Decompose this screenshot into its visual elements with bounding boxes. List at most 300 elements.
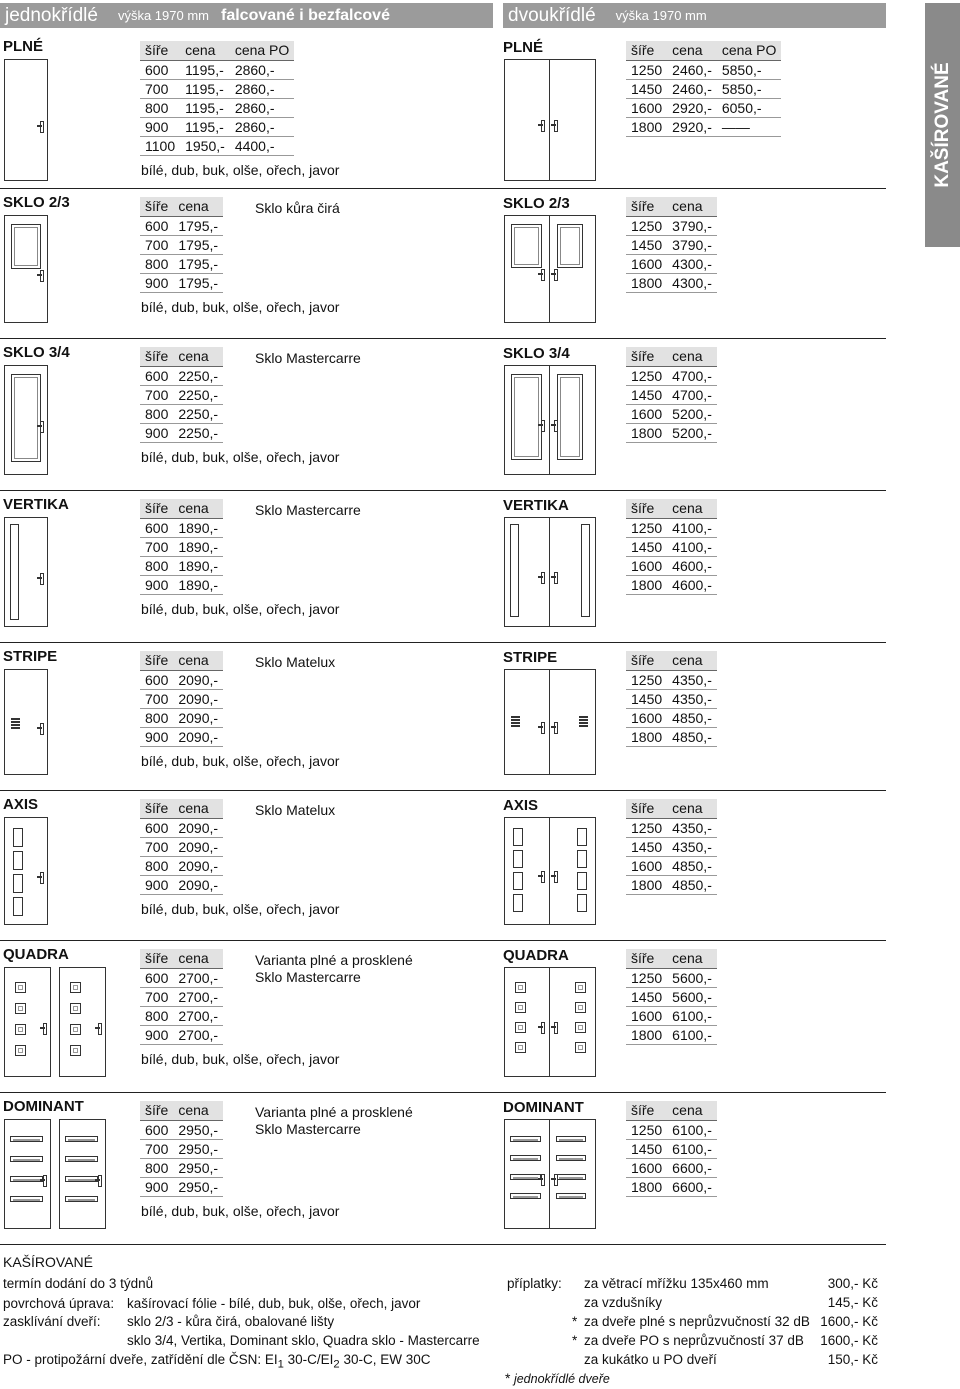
table-cell: 2920,- bbox=[667, 98, 717, 117]
surcharge-text: za vzdušníky bbox=[584, 1295, 663, 1310]
table-header-cell: cena bbox=[667, 651, 717, 670]
table-header-cell: šíře bbox=[626, 799, 667, 818]
single-price-table bbox=[140, 499, 223, 595]
glass-stripe bbox=[579, 716, 588, 718]
table-cell: 1600 bbox=[626, 856, 667, 875]
table-row bbox=[626, 79, 781, 98]
footer-title: KAŠÍROVANÉ bbox=[3, 1254, 93, 1270]
surface-label: povrchová úprava: bbox=[3, 1296, 115, 1311]
table-cell: 1250 bbox=[626, 968, 667, 987]
table-row bbox=[140, 1177, 223, 1196]
table-header-cell: šíře bbox=[140, 499, 173, 518]
door-handle bbox=[541, 120, 545, 132]
door-handle bbox=[541, 1174, 545, 1186]
glass-note bbox=[255, 1104, 413, 1138]
table-row bbox=[140, 875, 223, 894]
table-row bbox=[626, 1025, 717, 1044]
table-row bbox=[626, 117, 781, 136]
table-row bbox=[140, 273, 223, 292]
door-handle bbox=[40, 573, 44, 585]
table-cell: 4350,- bbox=[667, 670, 717, 689]
table-cell: 4300,- bbox=[667, 254, 717, 273]
single-price-table bbox=[140, 1101, 223, 1197]
table-header-row bbox=[626, 949, 717, 968]
glass-pane bbox=[511, 374, 542, 460]
table-header-cell: šíře bbox=[626, 347, 667, 366]
table-cell: 1450 bbox=[626, 537, 667, 556]
table-row bbox=[626, 98, 781, 117]
table-cell: 4850,- bbox=[667, 708, 717, 727]
table-cell: 2700,- bbox=[173, 1006, 223, 1025]
table-cell: 1800 bbox=[626, 575, 667, 594]
single-door-drawing bbox=[4, 817, 48, 925]
table-cell: 2090,- bbox=[173, 818, 223, 837]
table-cell: —— bbox=[717, 117, 781, 136]
table-cell: 2860,- bbox=[230, 117, 294, 136]
table-header-cell: šíře bbox=[140, 197, 173, 216]
table-cell: 600 bbox=[140, 518, 173, 537]
glass-stripe bbox=[511, 725, 520, 727]
table-header-cell: cena bbox=[667, 499, 717, 518]
fire-rating-b: 30-C/EI bbox=[283, 1352, 334, 1367]
table-cell: 2090,- bbox=[173, 689, 223, 708]
table-row bbox=[626, 818, 717, 837]
table-cell: 800 bbox=[140, 556, 173, 575]
glass-rect bbox=[577, 894, 587, 912]
double-door-drawing bbox=[504, 365, 596, 475]
table-row bbox=[140, 856, 223, 875]
single-door-label: SKLO 2/3 bbox=[3, 194, 70, 211]
table-cell: 600 bbox=[140, 60, 180, 79]
table-cell: 2460,- bbox=[667, 79, 717, 98]
single-door-label: SKLO 3/4 bbox=[3, 344, 70, 361]
table-cell: 700 bbox=[140, 385, 173, 404]
fire-rating-a: PO - protipožární dveře, zatřídění dle ČSN: EI bbox=[3, 1352, 278, 1367]
glass-square bbox=[15, 982, 26, 993]
table-row bbox=[140, 1139, 223, 1158]
table-cell: 700 bbox=[140, 537, 173, 556]
table-row bbox=[140, 837, 223, 856]
table-header-row bbox=[140, 651, 223, 670]
glass-note bbox=[255, 654, 335, 671]
table-cell: 2090,- bbox=[173, 875, 223, 894]
table-row bbox=[140, 1025, 223, 1044]
table-row bbox=[626, 60, 781, 79]
section-dominant bbox=[0, 1092, 886, 1244]
table-cell: 6100,- bbox=[667, 1139, 717, 1158]
section-vertika bbox=[0, 490, 886, 642]
table-cell: 800 bbox=[140, 404, 173, 423]
glass-band bbox=[65, 1176, 98, 1182]
glass-square bbox=[575, 1022, 586, 1033]
table-cell: 800 bbox=[140, 1006, 173, 1025]
glass-square bbox=[70, 1024, 81, 1035]
table-cell: 2090,- bbox=[173, 670, 223, 689]
double-door-label: SKLO 3/4 bbox=[503, 345, 570, 362]
table-header-cell: šíře bbox=[626, 197, 667, 216]
table-row bbox=[626, 273, 717, 292]
glass-note bbox=[255, 952, 413, 986]
glass-band bbox=[10, 1176, 43, 1182]
double-door-label: PLNÉ bbox=[503, 39, 544, 56]
table-cell: 2950,- bbox=[173, 1177, 223, 1196]
table-cell: 1450 bbox=[626, 987, 667, 1006]
table-cell: 6100,- bbox=[667, 1120, 717, 1139]
table-cell: 1800 bbox=[626, 727, 667, 746]
table-header-cell: cena bbox=[667, 949, 717, 968]
table-cell: 1600 bbox=[626, 98, 667, 117]
door-handle bbox=[98, 1175, 102, 1187]
table-cell: 1950,- bbox=[180, 136, 230, 155]
surcharge-price: 1600,- Kč bbox=[820, 1314, 878, 1329]
glass-bar bbox=[510, 524, 519, 617]
table-cell: 1250 bbox=[626, 366, 667, 385]
table-cell: 700 bbox=[140, 837, 173, 856]
table-cell: 2860,- bbox=[230, 98, 294, 117]
glazing-label: zasklívání dveří: bbox=[3, 1314, 101, 1329]
table-row bbox=[140, 136, 294, 155]
table-header-cell: šíře bbox=[140, 799, 173, 818]
single-door-label: DOMINANT bbox=[3, 1098, 84, 1115]
table-cell: 1100 bbox=[140, 136, 180, 155]
table-cell: 1800 bbox=[626, 875, 667, 894]
double-price-table bbox=[626, 41, 781, 137]
surcharge-price: 150,- Kč bbox=[827, 1352, 878, 1367]
double-door-drawing bbox=[504, 215, 596, 323]
glass-square bbox=[515, 1042, 526, 1053]
table-cell: 5850,- bbox=[717, 79, 781, 98]
glass-band bbox=[510, 1155, 541, 1161]
double-price-table bbox=[626, 197, 717, 293]
table-row bbox=[626, 708, 717, 727]
table-cell: 800 bbox=[140, 98, 180, 117]
surcharge-price: 1600,- Kč bbox=[820, 1333, 878, 1348]
table-header-row bbox=[626, 1101, 717, 1120]
glass-band bbox=[556, 1155, 586, 1161]
material-list: bílé, dub, buk, olše, ořech, javor bbox=[141, 753, 340, 769]
table-cell: 800 bbox=[140, 856, 173, 875]
side-tab-label: KAŠÍROVANÉ bbox=[931, 62, 953, 188]
surcharge-price: 300,- Kč bbox=[827, 1276, 878, 1291]
table-cell: 6600,- bbox=[667, 1158, 717, 1177]
table-row bbox=[140, 818, 223, 837]
glass-square bbox=[575, 1002, 586, 1013]
table-cell: 4850,- bbox=[667, 856, 717, 875]
table-header-cell: cena PO bbox=[230, 41, 294, 60]
table-row bbox=[140, 366, 223, 385]
table-row bbox=[140, 60, 294, 79]
table-header-cell: cena bbox=[667, 799, 717, 818]
glass-square bbox=[575, 982, 586, 993]
double-price-table bbox=[626, 347, 717, 443]
glass-square bbox=[515, 1022, 526, 1033]
glass-pane bbox=[11, 374, 41, 462]
glass-square bbox=[70, 1045, 81, 1056]
table-header-cell: cena bbox=[173, 197, 223, 216]
table-cell: 2700,- bbox=[173, 987, 223, 1006]
table-row bbox=[626, 689, 717, 708]
table-row bbox=[626, 366, 717, 385]
table-header-cell: cena bbox=[173, 799, 223, 818]
glass-note-line: Varianta plné a prosklené bbox=[255, 1104, 413, 1120]
section-plain bbox=[0, 3, 886, 179]
table-header-cell: šíře bbox=[626, 949, 667, 968]
table-cell: 2090,- bbox=[173, 727, 223, 746]
table-cell: 1450 bbox=[626, 837, 667, 856]
glass-band bbox=[510, 1136, 541, 1142]
glass-rect bbox=[13, 874, 23, 893]
table-cell: 1195,- bbox=[180, 79, 230, 98]
fire-rating bbox=[3, 1352, 430, 1371]
table-cell: 4850,- bbox=[667, 875, 717, 894]
table-header-cell: cena bbox=[173, 499, 223, 518]
table-row bbox=[140, 385, 223, 404]
table-row bbox=[140, 537, 223, 556]
table-cell: 2250,- bbox=[173, 423, 223, 442]
table-row bbox=[626, 1006, 717, 1025]
table-cell: 1195,- bbox=[180, 60, 230, 79]
table-cell: 900 bbox=[140, 273, 173, 292]
door-leaf-right bbox=[551, 968, 595, 1076]
table-row bbox=[140, 575, 223, 594]
table-cell: 600 bbox=[140, 1120, 173, 1139]
table-header-cell: cena PO bbox=[717, 41, 781, 60]
double-door-drawing bbox=[504, 967, 596, 1077]
glass-square bbox=[15, 1045, 26, 1056]
section-stripe bbox=[0, 642, 886, 790]
glass-band bbox=[556, 1174, 586, 1180]
double-price-table bbox=[626, 799, 717, 895]
glass-band bbox=[65, 1156, 98, 1162]
table-header-cell: cena bbox=[667, 197, 717, 216]
single-door-drawing-alt bbox=[59, 967, 106, 1077]
door-handle bbox=[40, 872, 44, 884]
table-cell: 2090,- bbox=[173, 708, 223, 727]
table-header-row bbox=[140, 1101, 223, 1120]
door-leaf-left bbox=[505, 366, 550, 474]
fire-rating-c: 30-C, EW 30C bbox=[339, 1352, 431, 1367]
double-price-table bbox=[626, 1101, 717, 1197]
door-handle bbox=[541, 420, 545, 432]
table-row bbox=[626, 537, 717, 556]
door-leaf-left bbox=[505, 1120, 550, 1228]
double-door-label: STRIPE bbox=[503, 649, 558, 666]
table-cell: 700 bbox=[140, 987, 173, 1006]
material-list: bílé, dub, buk, olše, ořech, javor bbox=[141, 901, 340, 917]
surcharge-star: * bbox=[572, 1333, 578, 1348]
table-cell: 1600 bbox=[626, 254, 667, 273]
table-cell: 6050,- bbox=[717, 98, 781, 117]
glass-note bbox=[255, 200, 340, 217]
table-cell: 5600,- bbox=[667, 987, 717, 1006]
glass-rect bbox=[13, 828, 23, 847]
glass-stripe bbox=[511, 716, 520, 718]
table-header-row bbox=[626, 651, 717, 670]
table-cell: 800 bbox=[140, 254, 173, 273]
table-cell: 2250,- bbox=[173, 385, 223, 404]
surcharge-star: * bbox=[572, 1314, 578, 1329]
table-cell: 2950,- bbox=[173, 1120, 223, 1139]
table-cell: 1250 bbox=[626, 670, 667, 689]
single-door-label: PLNÉ bbox=[3, 38, 44, 55]
door-handle bbox=[40, 270, 44, 282]
single-door-fold: falcované i bezfalcové bbox=[221, 6, 390, 24]
table-header-cell: šíře bbox=[626, 41, 667, 60]
single-price-table bbox=[140, 799, 223, 895]
table-header-row bbox=[140, 799, 223, 818]
table-cell: 4400,- bbox=[230, 136, 294, 155]
table-cell: 800 bbox=[140, 708, 173, 727]
table-row bbox=[140, 235, 223, 254]
glazing-line-2: sklo 3/4, Vertika, Dominant sklo, Quadra sklo - Mastercarre bbox=[127, 1333, 480, 1348]
glass-stripe bbox=[11, 721, 20, 723]
table-cell: 1600 bbox=[626, 1006, 667, 1025]
table-cell: 1195,- bbox=[180, 98, 230, 117]
section-quadra bbox=[0, 940, 886, 1092]
table-row bbox=[140, 1120, 223, 1139]
table-cell: 900 bbox=[140, 1025, 173, 1044]
double-price-table bbox=[626, 499, 717, 595]
table-header-cell: cena bbox=[173, 651, 223, 670]
table-cell: 4100,- bbox=[667, 537, 717, 556]
table-row bbox=[140, 708, 223, 727]
table-row bbox=[626, 968, 717, 987]
table-cell: 1890,- bbox=[173, 556, 223, 575]
material-list: bílé, dub, buk, olše, ořech, javor bbox=[141, 162, 340, 178]
table-cell: 600 bbox=[140, 670, 173, 689]
table-cell: 1890,- bbox=[173, 537, 223, 556]
door-leaf-right bbox=[551, 60, 595, 180]
glazing-line-1: sklo 2/3 - kůra čirá, obalované lišty bbox=[127, 1314, 335, 1329]
surcharge-text: za kukátko u PO dveří bbox=[584, 1352, 717, 1367]
glass-square bbox=[15, 1024, 26, 1035]
glass-rect bbox=[13, 851, 23, 870]
double-door-label: VERTIKA bbox=[503, 497, 569, 514]
table-header-cell: šíře bbox=[140, 1101, 173, 1120]
glass-rect bbox=[513, 894, 523, 912]
table-row bbox=[626, 556, 717, 575]
glass-pane bbox=[11, 224, 41, 269]
table-cell: 1795,- bbox=[173, 235, 223, 254]
table-header-cell: cena bbox=[173, 1101, 223, 1120]
glass-band bbox=[65, 1196, 98, 1202]
table-cell: 2920,- bbox=[667, 117, 717, 136]
table-cell: 1250 bbox=[626, 1120, 667, 1139]
glass-rect bbox=[577, 828, 587, 846]
door-leaf-left bbox=[505, 216, 550, 322]
table-row bbox=[140, 518, 223, 537]
table-cell: 600 bbox=[140, 216, 173, 235]
double-door-drawing bbox=[504, 1119, 596, 1229]
table-header-cell: cena bbox=[667, 1101, 717, 1120]
single-door-drawing bbox=[4, 967, 51, 1077]
glass-rect bbox=[513, 872, 523, 890]
table-header-row bbox=[626, 799, 717, 818]
single-door-drawing bbox=[4, 365, 48, 475]
table-header-cell: cena bbox=[667, 347, 717, 366]
door-handle bbox=[541, 269, 545, 281]
table-cell: 1250 bbox=[626, 518, 667, 537]
table-cell: 1890,- bbox=[173, 518, 223, 537]
table-header-cell: cena bbox=[173, 347, 223, 366]
glass-stripe bbox=[579, 725, 588, 727]
table-cell: 4350,- bbox=[667, 689, 717, 708]
table-cell: 1250 bbox=[626, 60, 667, 79]
table-row bbox=[626, 856, 717, 875]
table-cell: 600 bbox=[140, 968, 173, 987]
single-price-table bbox=[140, 949, 223, 1045]
table-cell: 1600 bbox=[626, 404, 667, 423]
section-sklo23 bbox=[0, 188, 886, 338]
table-header-row bbox=[140, 41, 294, 60]
glass-square bbox=[70, 1003, 81, 1014]
table-row bbox=[626, 216, 717, 235]
door-leaf-right bbox=[551, 818, 595, 924]
table-cell: 2950,- bbox=[173, 1158, 223, 1177]
table-header-row bbox=[626, 347, 717, 366]
surcharges-label: příplatky: bbox=[507, 1276, 562, 1291]
table-row bbox=[626, 1139, 717, 1158]
glass-square bbox=[515, 982, 526, 993]
single-price-table bbox=[140, 41, 294, 156]
glass-square bbox=[15, 1003, 26, 1014]
table-cell: 1795,- bbox=[173, 216, 223, 235]
door-leaf-right bbox=[551, 518, 595, 626]
glass-pane bbox=[511, 224, 542, 268]
table-header-cell: šíře bbox=[140, 347, 173, 366]
table-row bbox=[140, 404, 223, 423]
table-cell: 5600,- bbox=[667, 968, 717, 987]
table-row bbox=[140, 727, 223, 746]
door-handle bbox=[40, 723, 44, 735]
door-leaf-right bbox=[551, 366, 595, 474]
section-divider bbox=[0, 1244, 886, 1245]
single-price-table bbox=[140, 197, 223, 293]
table-cell: 2250,- bbox=[173, 404, 223, 423]
table-row bbox=[626, 1120, 717, 1139]
table-row bbox=[140, 987, 223, 1006]
surcharge-text: za dveře plné s neprůzvučností 32 dB bbox=[584, 1314, 810, 1329]
glass-stripe bbox=[579, 719, 588, 721]
single-door-title: jednokřídlé bbox=[5, 4, 98, 26]
table-cell: 900 bbox=[140, 1177, 173, 1196]
table-row bbox=[140, 689, 223, 708]
section-sklo34 bbox=[0, 338, 886, 490]
table-cell: 900 bbox=[140, 575, 173, 594]
table-cell: 4100,- bbox=[667, 518, 717, 537]
table-row bbox=[626, 875, 717, 894]
material-list: bílé, dub, buk, olše, ořech, javor bbox=[141, 1051, 340, 1067]
table-row bbox=[626, 254, 717, 273]
table-cell: 1800 bbox=[626, 423, 667, 442]
table-row bbox=[626, 404, 717, 423]
footnote-text: jednokřídlé dveře bbox=[513, 1372, 610, 1386]
glass-band bbox=[510, 1193, 541, 1199]
double-door-drawing bbox=[504, 817, 596, 925]
table-header-row bbox=[140, 949, 223, 968]
double-price-table bbox=[626, 651, 717, 747]
glass-rect bbox=[577, 850, 587, 868]
double-price-table bbox=[626, 949, 717, 1045]
table-row bbox=[140, 968, 223, 987]
table-cell: 2950,- bbox=[173, 1139, 223, 1158]
table-cell: 1600 bbox=[626, 1158, 667, 1177]
table-cell: 4350,- bbox=[667, 837, 717, 856]
table-cell: 6600,- bbox=[667, 1177, 717, 1196]
glass-pane bbox=[557, 374, 583, 460]
table-cell: 1800 bbox=[626, 273, 667, 292]
table-row bbox=[140, 117, 294, 136]
